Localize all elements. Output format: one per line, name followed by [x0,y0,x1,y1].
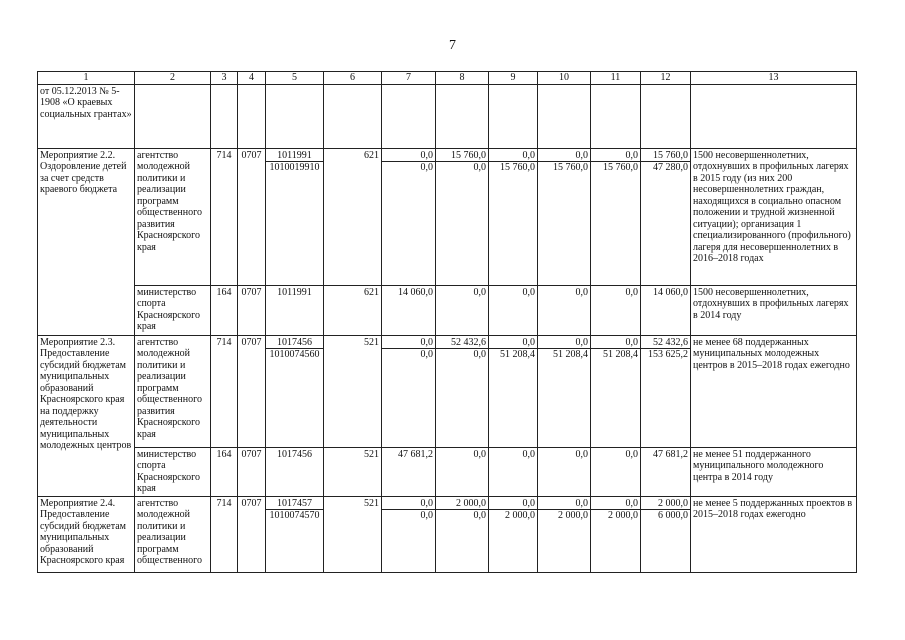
value-cell [538,148,591,285]
value-b: 15 760,0 [538,161,590,174]
empty-cell [211,84,238,148]
value-a: 0,0 [575,149,588,161]
header-cell: 9 [489,72,538,85]
value-cell: 0,0 [436,285,489,335]
result-cell: не менее 51 поддержанного муниципального молодежного центра в 2014 году [691,447,857,496]
executor-cell: агентство молодежной политики и реализации программ общественного развития Красноярского края [135,335,211,447]
value-b: 0,0 [382,161,435,174]
value-b: 47 280,0 [641,161,690,174]
value-a: 0,0 [625,336,638,348]
empty-cell [641,84,691,148]
value-cell [436,335,489,447]
header-cell: 6 [324,72,382,85]
value-b: 51 208,4 [538,348,590,361]
section-cell: 0707 [238,335,266,447]
section-cell: 0707 [238,148,266,285]
value-cell: 0,0 [538,285,591,335]
value-b: 15 760,0 [591,161,640,174]
value-b: 0,0 [436,348,488,361]
page-number: 7 [449,38,456,53]
value-a: 0,0 [420,336,433,348]
empty-cell [324,84,382,148]
table-row [38,496,857,572]
value-cell: 14 060,0 [382,285,436,335]
value-cell [641,148,691,285]
result-cell: 1500 несовершеннолетних, отдохнувших в профильных лагерях в 2015 году (из них 200 несовершеннолетних граждан, находящихся в социально опасном положении и трудной жизненной ситуации); организация 1 специализированного (профильного) лагеря для несовершеннолетних в 2016–2018 годах [691,148,857,285]
value-a: 0,0 [625,149,638,161]
target-code-cell: 1011991 [266,285,324,335]
value-b: 0,0 [382,348,435,361]
empty-cell [538,84,591,148]
value-a: 52 432,6 [451,336,486,348]
table-row [38,447,857,496]
result-cell: не менее 68 поддержанных муниципальных молодежных центров в 2015–2018 годах ежегодно [691,335,857,447]
value-cell [382,496,436,572]
value-b: 6 000,0 [641,509,690,522]
value-cell: 0,0 [489,285,538,335]
value-cell [538,496,591,572]
header-row [38,72,857,85]
header-cell: 3 [211,72,238,85]
value-a: 0,0 [522,336,535,348]
header-cell: 1 [38,72,135,85]
value-cell: 14 060,0 [641,285,691,335]
empty-cell [436,84,489,148]
value-cell [591,335,641,447]
empty-cell [691,84,857,148]
value-cell [489,335,538,447]
header-cell: 4 [238,72,266,85]
expense-type-cell: 521 [324,496,382,572]
header-cell: 2 [135,72,211,85]
empty-cell [266,84,324,148]
result-cell: не менее 5 поддержанных проектов в 2015–2018 годах ежегодно [691,496,857,572]
value-cell: 47 681,2 [641,447,691,496]
header-cell: 12 [641,72,691,85]
value-cell [382,148,436,285]
value-a: 0,0 [420,149,433,161]
target-code-cell [266,148,324,285]
value-cell [436,496,489,572]
header-cell: 11 [591,72,641,85]
result-cell: 1500 несовершеннолетних, отдохнувших в профильных лагерях в 2014 году [691,285,857,335]
empty-cell [238,84,266,148]
value-a: 0,0 [522,149,535,161]
value-b: 15 760,0 [489,161,537,174]
table-row [38,148,857,285]
value-cell [641,496,691,572]
executor-cell: министерство спорта Красноярского края [135,447,211,496]
value-a: 0,0 [420,497,433,509]
budget-table [37,71,857,573]
header-cell: 13 [691,72,857,85]
section-cell: 0707 [238,285,266,335]
value-a: 0,0 [575,497,588,509]
value-cell: 0,0 [489,447,538,496]
code-new: 1010074570 [266,509,323,522]
executor-cell: агентство молодежной политики и реализации программ общественного [135,496,211,572]
code-old: 1017456 [277,336,312,348]
value-a: 15 760,0 [451,149,486,161]
value-cell [591,148,641,285]
value-cell: 0,0 [538,447,591,496]
code-new: 1010019910 [266,161,323,174]
table-row [38,335,857,447]
grbs-cell: 714 [211,148,238,285]
target-code-cell [266,496,324,572]
value-cell [436,148,489,285]
value-b: 0,0 [436,161,488,174]
empty-cell [382,84,436,148]
expense-type-cell: 521 [324,447,382,496]
executor-cell: агентство молодежной политики и реализации программ общественного развития Красноярского края [135,148,211,285]
activity-cell: Мероприятие 2.4. Предоставление субсидий бюджетам муниципальных образований Красноярского края [38,496,135,572]
target-code-cell: 1017456 [266,447,324,496]
value-cell: 0,0 [436,447,489,496]
value-b: 51 208,4 [591,348,640,361]
grbs-cell: 714 [211,496,238,572]
value-b: 0,0 [382,509,435,522]
table-row [38,285,857,335]
activity-cell: Мероприятие 2.3. Предоставление субсидий бюджетам муниципальных образований Красноярского края на поддержку деятельности муниципальных молодежных центров [38,335,135,496]
value-a: 52 432,6 [653,336,688,348]
value-cell [489,496,538,572]
empty-cell [489,84,538,148]
value-b: 2 000,0 [538,509,590,522]
expense-type-cell: 621 [324,148,382,285]
code-old: 1011991 [277,149,312,161]
header-cell: 10 [538,72,591,85]
activity-cell: Мероприятие 2.2. Оздоровление детей за счет средств краевого бюджета [38,148,135,335]
value-cell: 47 681,2 [382,447,436,496]
header-cell: 8 [436,72,489,85]
value-cell: 0,0 [591,447,641,496]
header-cell: 5 [266,72,324,85]
empty-cell [591,84,641,148]
value-a: 2 000,0 [658,497,688,509]
section-cell: 0707 [238,496,266,572]
value-b: 153 625,2 [641,348,690,361]
table-row [38,84,857,148]
header-cell: 7 [382,72,436,85]
value-a: 2 000,0 [456,497,486,509]
value-a: 0,0 [625,497,638,509]
value-b: 51 208,4 [489,348,537,361]
value-cell [489,148,538,285]
executor-cell: министерство спорта Красноярского края [135,285,211,335]
value-a: 0,0 [522,497,535,509]
code-old: 1017457 [277,497,312,509]
expense-type-cell: 621 [324,285,382,335]
value-b: 2 000,0 [591,509,640,522]
value-cell [591,496,641,572]
empty-cell [135,84,211,148]
value-cell [538,335,591,447]
expense-type-cell: 521 [324,335,382,447]
value-b: 0,0 [436,509,488,522]
value-a: 15 760,0 [653,149,688,161]
value-b: 2 000,0 [489,509,537,522]
value-cell [382,335,436,447]
activity-cell: от 05.12.2013 № 5-1908 «О краевых социальных грантах» [38,84,135,148]
grbs-cell: 164 [211,285,238,335]
section-cell: 0707 [238,447,266,496]
target-code-cell [266,335,324,447]
value-a: 0,0 [575,336,588,348]
grbs-cell: 164 [211,447,238,496]
value-cell: 0,0 [591,285,641,335]
grbs-cell: 714 [211,335,238,447]
value-cell [641,335,691,447]
code-new: 1010074560 [266,348,323,361]
